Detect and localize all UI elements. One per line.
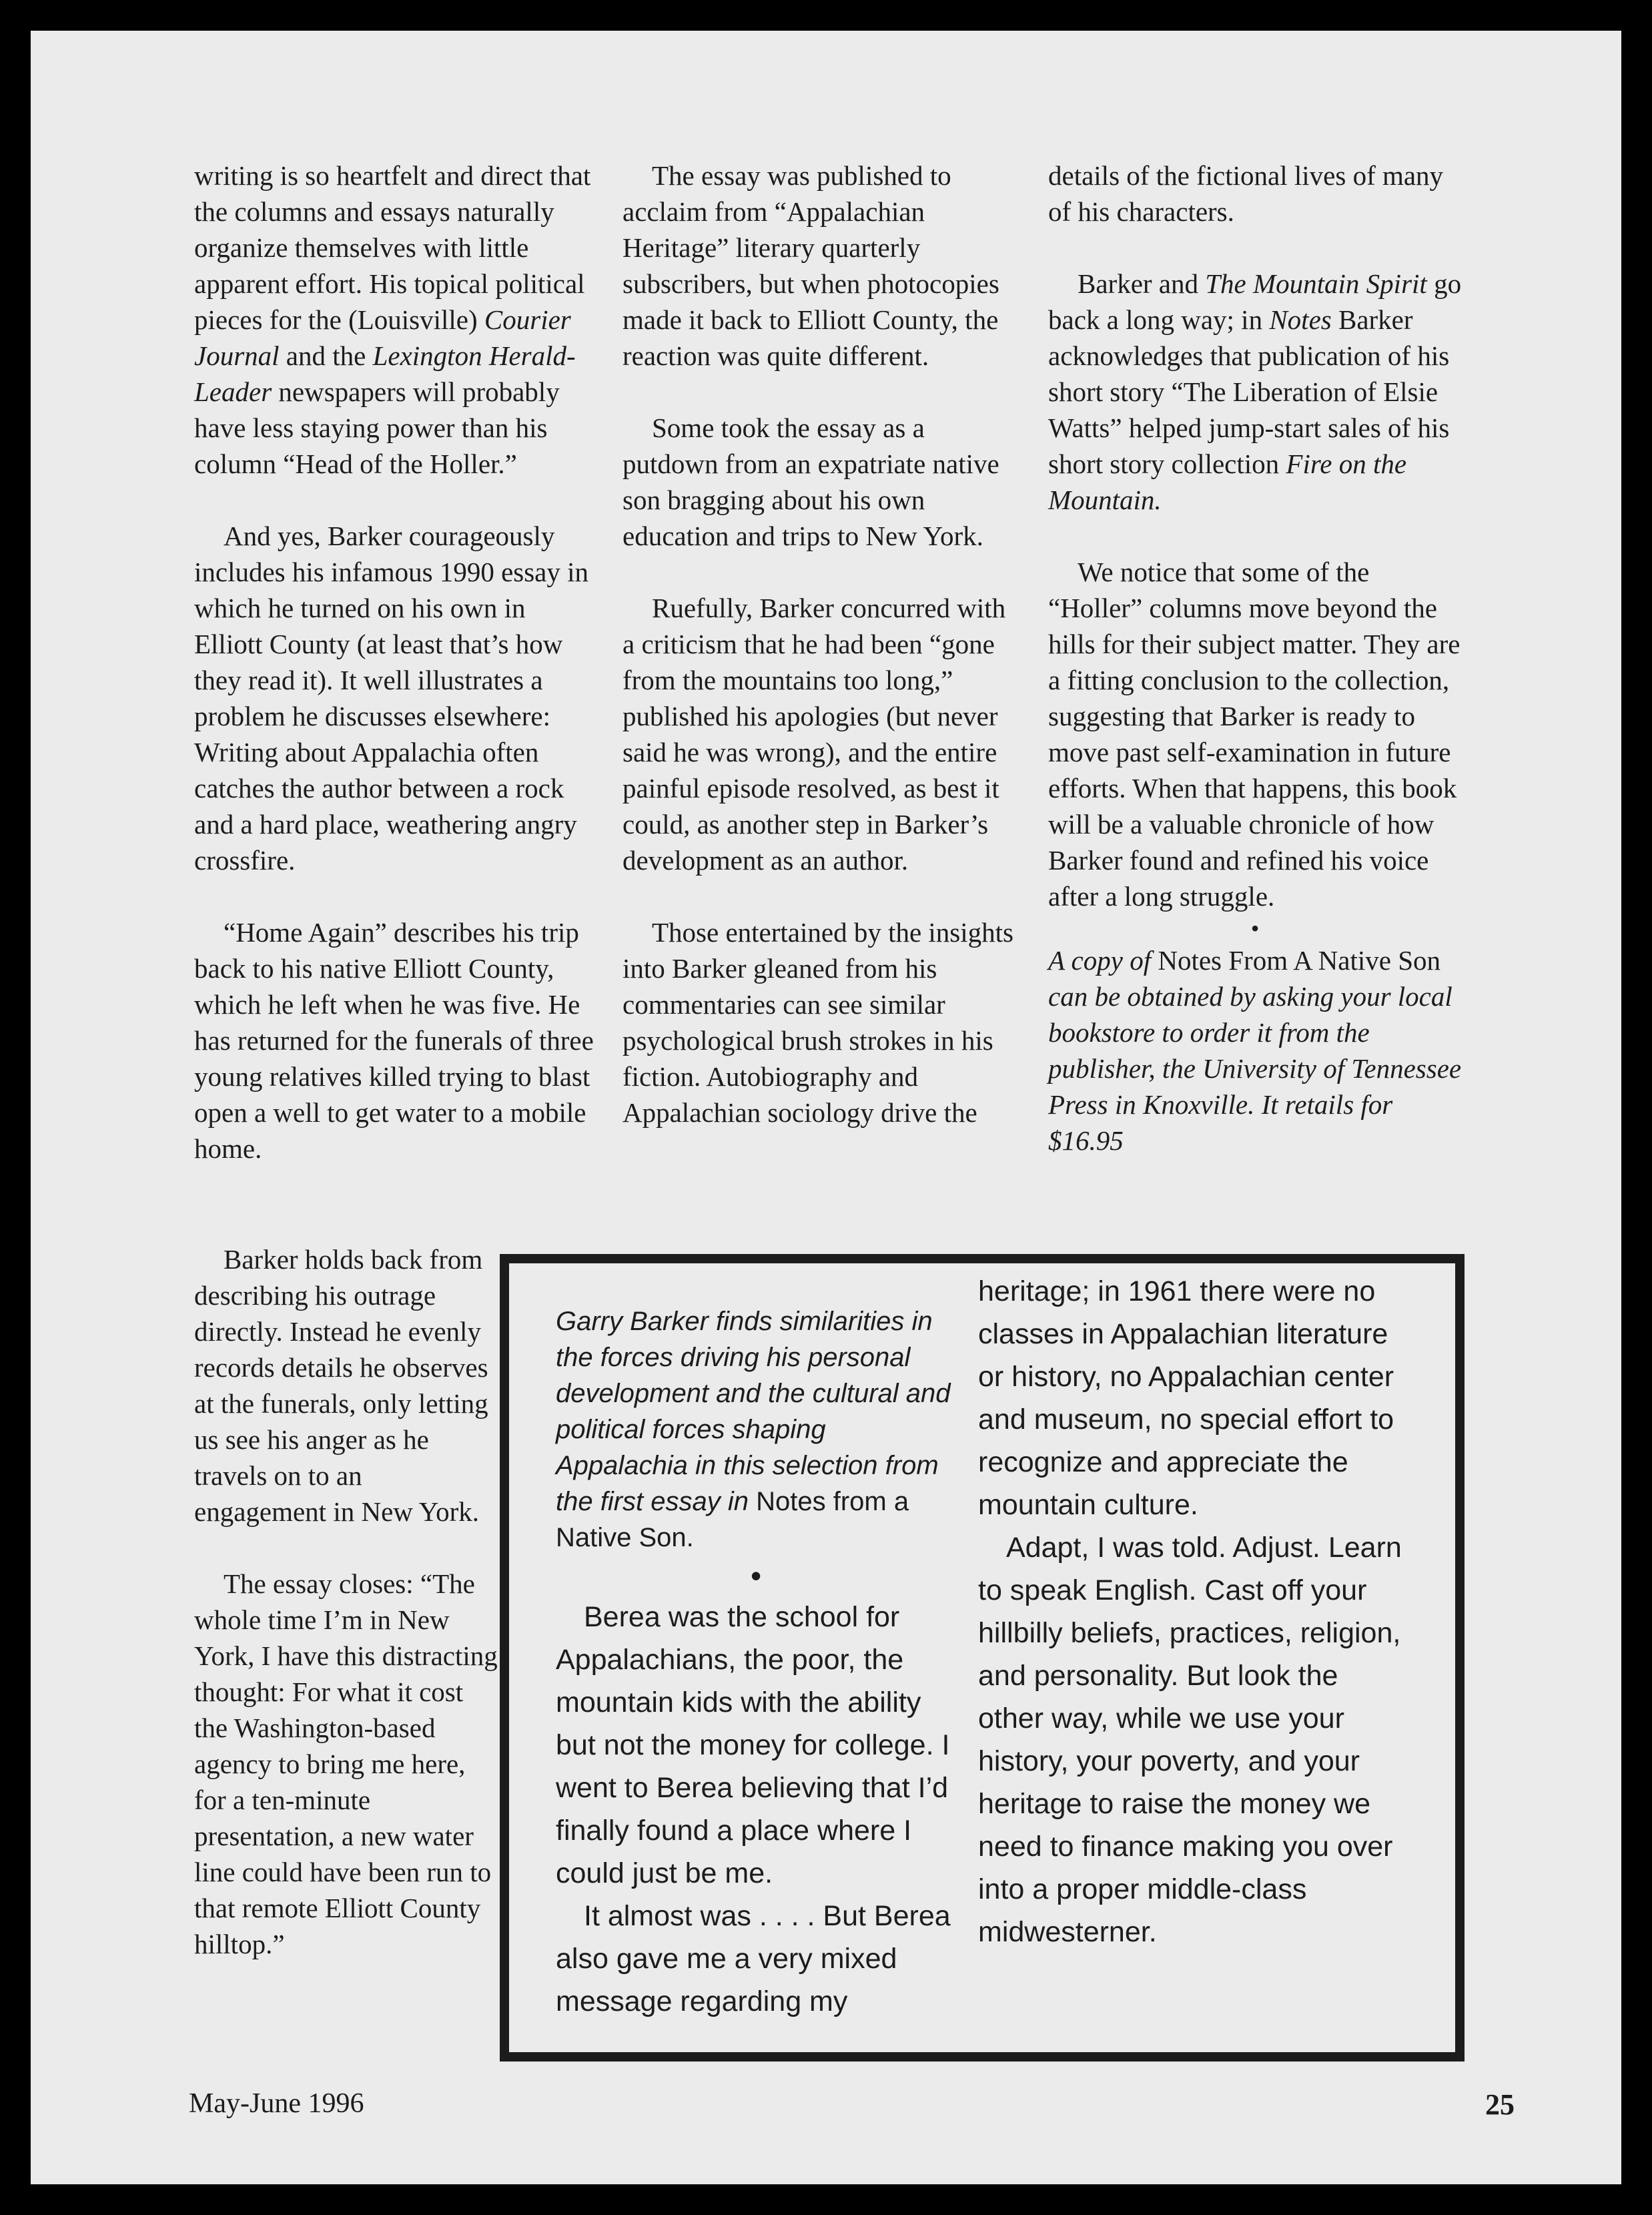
column-2 <box>623 157 1019 1131</box>
excerpt-paragraph-4: Adapt, I was told. Adjust. Learn to speak English. Cast off your hillbilly beliefs, practices, religion, and personality. But look the other way, while we use your history, your poverty, and your heritage to raise the money we need to finance making you over into a proper middle-class midwesterner. <box>978 1532 1402 1948</box>
excerpt-bullet: • <box>750 1558 762 1593</box>
section-bullet: • <box>1250 915 1260 942</box>
issue-date: May-June 1996 <box>189 2088 364 2119</box>
col3-book-info: A copy of Notes From A Native Son can be obtained by asking your local bookstore to order it from the publisher, the University of Tennessee Press in Knoxville. It retails for $16.95 <box>1048 945 1462 1156</box>
column-3 <box>1048 157 1462 1159</box>
col3-paragraph-1: details of the fictional lives of many of his characters. <box>1048 160 1444 227</box>
col2-paragraph-3: Ruefully, Barker concurred with a criticism that he had been “gone from the mountains too long,” published his apologies (but never said he was wrong), and the entire painful episode resolved, as best it could, as another step in Barker’s development as an author. <box>623 593 1006 876</box>
excerpt-paragraph-3: heritage; in 1961 there were no classes in Appalachian literature or history, no Appalachian center and museum, no special effort to recognize and appreciate the mountain culture. <box>978 1275 1394 1521</box>
excerpt-left-column <box>556 1303 956 2023</box>
excerpt-paragraph-2: It almost was . . . . But Berea also gave me a very mixed message regarding my <box>556 1900 951 2017</box>
col1-paragraph-1: writing is so heartfelt and direct that the columns and essays naturally organize themselves with little apparent effort. His topical political pieces for the (Louisville) Courier Journal and the Lexington Herald-Leader newspapers will probably have less staying power than his column “Head of the Holler.” <box>194 160 591 479</box>
page-number: 25 <box>1485 2088 1515 2121</box>
column-1 <box>194 157 594 1167</box>
col2-paragraph-1: The essay was published to acclaim from “Appalachian Heritage” literary quarterly subscribers, but when photocopies made it back to Elliott County, the reaction was quite different. <box>623 160 999 371</box>
col2-paragraph-2: Some took the essay as a putdown from an expatriate native son bragging about his own education and trips to New York. <box>623 412 999 551</box>
excerpt-paragraph-1: Berea was the school for Appalachians, the poor, the mountain kids with the ability but not the money for college. I went to Berea believing that I’d finally found a place where I could just be me. <box>556 1601 950 1889</box>
col3-paragraph-2: Barker and The Mountain Spirit go back a long way; in Notes Barker acknowledges that publication of his short story “The Liberation of Elsie Watts” helped jump-start sales of his short story collection Fire on the Mountain. <box>1048 268 1462 515</box>
col2-paragraph-4: Those entertained by the insights into Barker gleaned from his commentaries can see similar psychological brush strokes in his fiction. Autobiography and Appalachian sociology drive the <box>623 917 1013 1128</box>
excerpt-intro: Garry Barker finds similarities in the forces driving his personal development and the cultural and political forces shaping Appalachia in this selection from the first essay in Notes from a Native Son. <box>556 1307 951 1552</box>
col1-paragraph-4: Barker holds back from describing his outrage directly. Instead he evenly records details he observes at the funerals, only letting us see his anger as he travels on to an engagement in New York. <box>194 1244 488 1527</box>
column-1-lower <box>194 1241 498 1962</box>
col1-paragraph-3: “Home Again” describes his trip back to his native Elliott County, which he left when he was five. He has returned for the funerals of three young relatives killed trying to blast open a well to get water to a mobile home. <box>194 917 594 1164</box>
col3-paragraph-3: We notice that some of the “Holler” columns move beyond the hills for their subject matter. They are a fitting conclusion to the collection, suggesting that Barker is ready to move past self-examination in future efforts. When that happens, this book will be a valuable chronicle of how Barker found and refined his voice after a long struggle. <box>1048 557 1461 912</box>
col1-paragraph-2: And yes, Barker courageously includes his infamous 1990 essay in which he turned on his own in Elliott County (at least that’s how they read it). It well illustrates a problem he discusses elsewhere: Writing about Appalachia often catches the author between a rock and a hard place, weathering angry crossfire. <box>194 521 589 876</box>
col1-paragraph-5: The essay closes: “The whole time I’m in New York, I have this distracting thought: For what it cost the Washington-based agency to bring me here, for a ten-minute presentation, a new water line could have been run to that remote Elliott County hilltop.” <box>194 1568 498 1959</box>
magazine-page <box>31 31 1621 2184</box>
excerpt-box <box>500 1254 1465 2062</box>
excerpt-right-column <box>978 1270 1405 1953</box>
